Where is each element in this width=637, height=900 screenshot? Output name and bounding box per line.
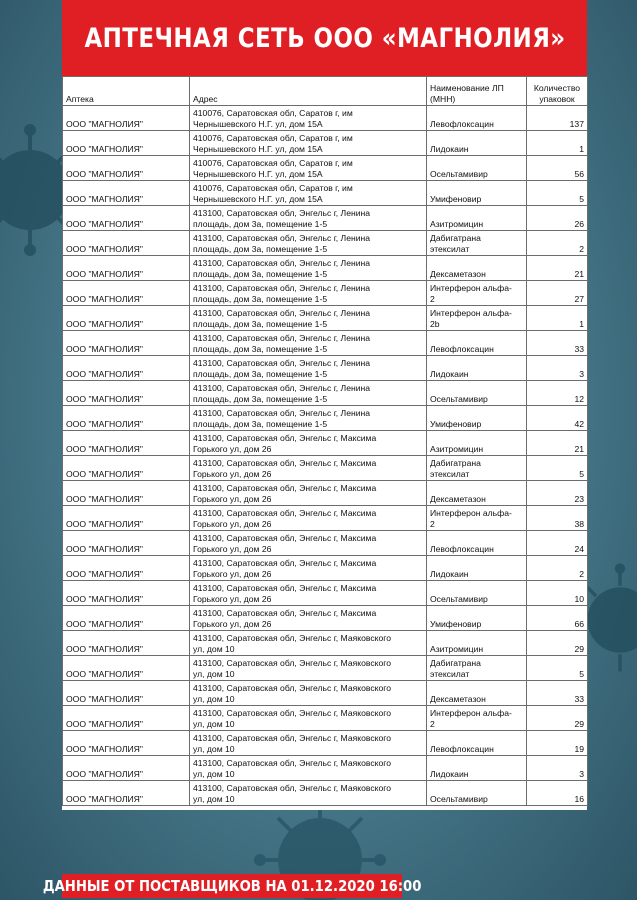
cell-drug bbox=[427, 231, 527, 256]
cell-quantity: 10 bbox=[527, 581, 588, 606]
cell-pharmacy: ООО "МАГНОЛИЯ" bbox=[63, 606, 190, 631]
cell-pharmacy: ООО "МАГНОЛИЯ" bbox=[63, 206, 190, 231]
header-quantity bbox=[527, 77, 588, 106]
cell-pharmacy: ООО "МАГНОЛИЯ" bbox=[63, 156, 190, 181]
table-row bbox=[63, 581, 588, 606]
table-row bbox=[63, 606, 588, 631]
cell-address bbox=[190, 456, 427, 481]
cell-quantity: 19 bbox=[527, 731, 588, 756]
drug-line2: 2b bbox=[430, 319, 440, 329]
cell-quantity: 3 bbox=[527, 756, 588, 781]
page-title: АПТЕЧНАЯ СЕТЬ ООО «МАГНОЛИЯ» bbox=[83, 22, 566, 54]
drug-line2: 2 bbox=[430, 294, 435, 304]
address-line2: Горького ул, дом 26 bbox=[193, 619, 272, 629]
cell-drug bbox=[427, 456, 527, 481]
cell-quantity: 24 bbox=[527, 531, 588, 556]
table-row bbox=[63, 456, 588, 481]
address-line1: 413100, Саратовская обл, Энгельс г, Маяковского bbox=[193, 658, 392, 668]
cell-pharmacy: ООО "МАГНОЛИЯ" bbox=[63, 181, 190, 206]
cell-pharmacy: ООО "МАГНОЛИЯ" bbox=[63, 706, 190, 731]
cell-address bbox=[190, 406, 427, 431]
cell-quantity: 38 bbox=[527, 506, 588, 531]
drug-line2: Левофлоксацин bbox=[430, 744, 494, 754]
cell-drug bbox=[427, 381, 527, 406]
cell-quantity: 56 bbox=[527, 156, 588, 181]
drug-line2: Дексаметазон bbox=[430, 269, 486, 279]
address-line1: 413100, Саратовская обл, Энгельс г, Максима bbox=[193, 533, 377, 543]
address-line1: 413100, Саратовская обл, Энгельс г, Максима bbox=[193, 483, 377, 493]
drug-line2: этексилат bbox=[430, 469, 470, 479]
header-pharmacy: Аптека bbox=[63, 77, 190, 106]
cell-quantity: 3 bbox=[527, 356, 588, 381]
table-row bbox=[63, 306, 588, 331]
cell-drug bbox=[427, 781, 527, 806]
address-line2: Горького ул, дом 26 bbox=[193, 494, 272, 504]
header-drug bbox=[427, 77, 527, 106]
address-line2: площадь, дом 3а, помещение 1-5 bbox=[193, 344, 328, 354]
table-row bbox=[63, 556, 588, 581]
drug-line2: Левофлоксацин bbox=[430, 344, 494, 354]
cell-quantity: 12 bbox=[527, 381, 588, 406]
address-line1: 413100, Саратовская обл, Энгельс г, Ленина bbox=[193, 258, 371, 268]
table-row bbox=[63, 356, 588, 381]
table-row bbox=[63, 381, 588, 406]
table-row bbox=[63, 131, 588, 156]
table-row bbox=[63, 181, 588, 206]
table-header-row bbox=[63, 77, 588, 106]
cell-quantity: 1 bbox=[527, 306, 588, 331]
cell-address bbox=[190, 206, 427, 231]
address-line2: площадь, дом 3а, помещение 1-5 bbox=[193, 294, 328, 304]
cell-drug bbox=[427, 531, 527, 556]
drug-line1: Дабигатрана bbox=[430, 658, 481, 668]
address-line1: 413100, Саратовская обл, Энгельс г, Ленина bbox=[193, 208, 371, 218]
cell-pharmacy: ООО "МАГНОЛИЯ" bbox=[63, 306, 190, 331]
table-row bbox=[63, 331, 588, 356]
cell-address bbox=[190, 256, 427, 281]
drug-line1: Интерферон альфа- bbox=[430, 708, 512, 718]
drug-line2: этексилат bbox=[430, 669, 470, 679]
address-line2: ул, дом 10 bbox=[193, 694, 235, 704]
cell-drug bbox=[427, 606, 527, 631]
cell-address bbox=[190, 631, 427, 656]
cell-address bbox=[190, 531, 427, 556]
address-line2: ул, дом 10 bbox=[193, 794, 235, 804]
cell-address bbox=[190, 131, 427, 156]
address-line1: 413100, Саратовская обл, Энгельс г, Максима bbox=[193, 558, 377, 568]
cell-address bbox=[190, 481, 427, 506]
address-line1: 410076, Саратовская обл, Саратов г, им bbox=[193, 183, 353, 193]
cell-address bbox=[190, 231, 427, 256]
cell-quantity: 26 bbox=[527, 206, 588, 231]
cell-pharmacy: ООО "МАГНОЛИЯ" bbox=[63, 531, 190, 556]
cell-address bbox=[190, 356, 427, 381]
table-row bbox=[63, 781, 588, 806]
cell-pharmacy: ООО "МАГНОЛИЯ" bbox=[63, 131, 190, 156]
cell-pharmacy: ООО "МАГНОЛИЯ" bbox=[63, 756, 190, 781]
cell-drug bbox=[427, 481, 527, 506]
cell-drug bbox=[427, 506, 527, 531]
table-row bbox=[63, 506, 588, 531]
address-line1: 413100, Саратовская обл, Энгельс г, Ленина bbox=[193, 333, 371, 343]
drug-line2: Дексаметазон bbox=[430, 694, 486, 704]
cell-drug bbox=[427, 206, 527, 231]
cell-pharmacy: ООО "МАГНОЛИЯ" bbox=[63, 481, 190, 506]
table-row bbox=[63, 431, 588, 456]
drug-line1: Интерферон альфа- bbox=[430, 283, 512, 293]
table-row bbox=[63, 156, 588, 181]
address-line1: 413100, Саратовская обл, Энгельс г, Максима bbox=[193, 508, 377, 518]
cell-drug bbox=[427, 756, 527, 781]
address-line2: Горького ул, дом 26 bbox=[193, 544, 272, 554]
cell-pharmacy: ООО "МАГНОЛИЯ" bbox=[63, 556, 190, 581]
cell-quantity: 5 bbox=[527, 656, 588, 681]
cell-quantity: 137 bbox=[527, 106, 588, 131]
cell-quantity: 29 bbox=[527, 706, 588, 731]
cell-quantity: 5 bbox=[527, 181, 588, 206]
cell-quantity: 33 bbox=[527, 681, 588, 706]
drug-line2: Азитромицин bbox=[430, 644, 484, 654]
cell-quantity: 16 bbox=[527, 781, 588, 806]
cell-drug bbox=[427, 556, 527, 581]
table-body bbox=[63, 106, 588, 806]
cell-drug bbox=[427, 181, 527, 206]
cell-pharmacy: ООО "МАГНОЛИЯ" bbox=[63, 731, 190, 756]
drug-line2: Осельтамивир bbox=[430, 169, 488, 179]
address-line2: ул, дом 10 bbox=[193, 744, 235, 754]
header-drug-line2: (МНН) bbox=[430, 94, 456, 104]
address-line2: площадь, дом 3а, помещение 1-5 bbox=[193, 244, 328, 254]
cell-drug bbox=[427, 681, 527, 706]
address-line2: площадь, дом 3а, помещение 1-5 bbox=[193, 319, 328, 329]
data-timestamp: ДАННЫЕ ОТ ПОСТАВЩИКОВ НА 01.12.2020 16:00 bbox=[42, 877, 422, 895]
address-line2: ул, дом 10 bbox=[193, 644, 235, 654]
drug-line2: 2 bbox=[430, 719, 435, 729]
cell-address bbox=[190, 606, 427, 631]
table-row bbox=[63, 231, 588, 256]
cell-drug bbox=[427, 731, 527, 756]
stock-table bbox=[62, 76, 588, 806]
cell-pharmacy: ООО "МАГНОЛИЯ" bbox=[63, 456, 190, 481]
cell-pharmacy: ООО "МАГНОЛИЯ" bbox=[63, 356, 190, 381]
cell-pharmacy: ООО "МАГНОЛИЯ" bbox=[63, 381, 190, 406]
address-line1: 413100, Саратовская обл, Энгельс г, Ленина bbox=[193, 283, 371, 293]
address-line2: Горького ул, дом 26 bbox=[193, 519, 272, 529]
drug-line2: Осельтамивир bbox=[430, 794, 488, 804]
table-row bbox=[63, 731, 588, 756]
address-line1: 413100, Саратовская обл, Энгельс г, Маяковского bbox=[193, 733, 392, 743]
cell-pharmacy: ООО "МАГНОЛИЯ" bbox=[63, 431, 190, 456]
cell-quantity: 23 bbox=[527, 481, 588, 506]
address-line2: площадь, дом 3а, помещение 1-5 bbox=[193, 219, 328, 229]
address-line1: 413100, Саратовская обл, Энгельс г, Ленина bbox=[193, 358, 371, 368]
cell-pharmacy: ООО "МАГНОЛИЯ" bbox=[63, 631, 190, 656]
address-line2: ул, дом 10 bbox=[193, 669, 235, 679]
table-row bbox=[63, 706, 588, 731]
cell-drug bbox=[427, 106, 527, 131]
cell-pharmacy: ООО "МАГНОЛИЯ" bbox=[63, 106, 190, 131]
address-line1: 413100, Саратовская обл, Энгельс г, Маяковского bbox=[193, 683, 392, 693]
cell-drug bbox=[427, 406, 527, 431]
drug-line2: Умифеновир bbox=[430, 619, 482, 629]
cell-address bbox=[190, 781, 427, 806]
address-line1: 410076, Саратовская обл, Саратов г, им bbox=[193, 108, 353, 118]
cell-quantity: 27 bbox=[527, 281, 588, 306]
table-row bbox=[63, 206, 588, 231]
cell-quantity: 2 bbox=[527, 556, 588, 581]
address-line1: 413100, Саратовская обл, Энгельс г, Маяковского bbox=[193, 708, 392, 718]
cell-pharmacy: ООО "МАГНОЛИЯ" bbox=[63, 231, 190, 256]
drug-line2: Умифеновир bbox=[430, 194, 482, 204]
table-row bbox=[63, 681, 588, 706]
cell-quantity: 5 bbox=[527, 456, 588, 481]
address-line2: Горького ул, дом 26 bbox=[193, 469, 272, 479]
cell-drug bbox=[427, 156, 527, 181]
drug-line2: Левофлоксацин bbox=[430, 119, 494, 129]
table-row bbox=[63, 631, 588, 656]
address-line2: площадь, дом 3а, помещение 1-5 bbox=[193, 419, 328, 429]
cell-drug bbox=[427, 431, 527, 456]
cell-address bbox=[190, 706, 427, 731]
cell-address bbox=[190, 556, 427, 581]
drug-line1: Интерферон альфа- bbox=[430, 508, 512, 518]
table-row bbox=[63, 106, 588, 131]
address-line2: ул, дом 10 bbox=[193, 719, 235, 729]
address-line1: 413100, Саратовская обл, Энгельс г, Ленина bbox=[193, 383, 371, 393]
address-line2: площадь, дом 3а, помещение 1-5 bbox=[193, 269, 328, 279]
drug-line1: Дабигатрана bbox=[430, 458, 481, 468]
address-line2: ул, дом 10 bbox=[193, 769, 235, 779]
cell-quantity: 66 bbox=[527, 606, 588, 631]
cell-drug bbox=[427, 706, 527, 731]
cell-quantity: 29 bbox=[527, 631, 588, 656]
cell-address bbox=[190, 506, 427, 531]
address-line1: 410076, Саратовская обл, Саратов г, им bbox=[193, 133, 353, 143]
header-drug-line1: Наименование ЛП bbox=[430, 83, 504, 93]
cell-quantity: 21 bbox=[527, 431, 588, 456]
address-line1: 413100, Саратовская обл, Энгельс г, Максима bbox=[193, 433, 377, 443]
cell-pharmacy: ООО "МАГНОЛИЯ" bbox=[63, 331, 190, 356]
cell-address bbox=[190, 656, 427, 681]
cell-address bbox=[190, 306, 427, 331]
address-line1: 413100, Саратовская обл, Энгельс г, Маяковского bbox=[193, 758, 392, 768]
header-qty-line1: Количество bbox=[533, 83, 581, 93]
address-line1: 413100, Саратовская обл, Энгельс г, Ленина bbox=[193, 308, 371, 318]
drug-line2: Осельтамивир bbox=[430, 594, 488, 604]
address-line1: 413100, Саратовская обл, Энгельс г, Максима bbox=[193, 458, 377, 468]
cell-address bbox=[190, 331, 427, 356]
cell-pharmacy: ООО "МАГНОЛИЯ" bbox=[63, 581, 190, 606]
drug-line1: Интерферон альфа- bbox=[430, 308, 512, 318]
drug-line2: Лидокаин bbox=[430, 144, 469, 154]
cell-address bbox=[190, 156, 427, 181]
cell-drug bbox=[427, 306, 527, 331]
cell-address bbox=[190, 756, 427, 781]
drug-line2: 2 bbox=[430, 519, 435, 529]
address-line1: 410076, Саратовская обл, Саратов г, им bbox=[193, 158, 353, 168]
drug-line2: Дексаметазон bbox=[430, 494, 486, 504]
cell-address bbox=[190, 431, 427, 456]
table-row bbox=[63, 656, 588, 681]
address-line2: Горького ул, дом 26 bbox=[193, 569, 272, 579]
cell-drug bbox=[427, 131, 527, 156]
cell-drug bbox=[427, 581, 527, 606]
address-line2: Чернышевского Н.Г. ул, дом 15А bbox=[193, 144, 323, 154]
drug-line2: Азитромицин bbox=[430, 219, 484, 229]
table-row bbox=[63, 481, 588, 506]
cell-pharmacy: ООО "МАГНОЛИЯ" bbox=[63, 681, 190, 706]
table-row bbox=[63, 256, 588, 281]
cell-quantity: 1 bbox=[527, 131, 588, 156]
cell-drug bbox=[427, 356, 527, 381]
table-row bbox=[63, 756, 588, 781]
address-line2: площадь, дом 3а, помещение 1-5 bbox=[193, 369, 328, 379]
address-line1: 413100, Саратовская обл, Энгельс г, Ленина bbox=[193, 408, 371, 418]
cell-pharmacy: ООО "МАГНОЛИЯ" bbox=[63, 406, 190, 431]
drug-line2: Умифеновир bbox=[430, 419, 482, 429]
cell-pharmacy: ООО "МАГНОЛИЯ" bbox=[63, 656, 190, 681]
cell-pharmacy: ООО "МАГНОЛИЯ" bbox=[63, 781, 190, 806]
address-line2: Горького ул, дом 26 bbox=[193, 594, 272, 604]
drug-line1: Дабигатрана bbox=[430, 233, 481, 243]
drug-line2: Осельтамивир bbox=[430, 394, 488, 404]
cell-quantity: 42 bbox=[527, 406, 588, 431]
address-line1: 413100, Саратовская обл, Энгельс г, Маяковского bbox=[193, 783, 392, 793]
drug-line2: Лидокаин bbox=[430, 769, 469, 779]
cell-address bbox=[190, 281, 427, 306]
address-line2: Чернышевского Н.Г. ул, дом 15А bbox=[193, 194, 323, 204]
cell-pharmacy: ООО "МАГНОЛИЯ" bbox=[63, 281, 190, 306]
address-line2: Горького ул, дом 26 bbox=[193, 444, 272, 454]
cell-drug bbox=[427, 331, 527, 356]
drug-line2: Левофлоксацин bbox=[430, 544, 494, 554]
cell-quantity: 33 bbox=[527, 331, 588, 356]
header-address: Адрес bbox=[190, 77, 427, 106]
address-line1: 413100, Саратовская обл, Энгельс г, Маяковского bbox=[193, 633, 392, 643]
drug-line2: Лидокаин bbox=[430, 369, 469, 379]
cell-drug bbox=[427, 281, 527, 306]
table-row bbox=[63, 281, 588, 306]
address-line2: площадь, дом 3а, помещение 1-5 bbox=[193, 394, 328, 404]
address-line1: 413100, Саратовская обл, Энгельс г, Ленина bbox=[193, 233, 371, 243]
drug-line2: Азитромицин bbox=[430, 444, 484, 454]
address-line1: 413100, Саратовская обл, Энгельс г, Максима bbox=[193, 583, 377, 593]
cell-quantity: 21 bbox=[527, 256, 588, 281]
cell-address bbox=[190, 381, 427, 406]
cell-address bbox=[190, 581, 427, 606]
address-line1: 413100, Саратовская обл, Энгельс г, Максима bbox=[193, 608, 377, 618]
footer-banner bbox=[42, 874, 422, 898]
cell-address bbox=[190, 731, 427, 756]
cell-address bbox=[190, 106, 427, 131]
cell-quantity: 2 bbox=[527, 231, 588, 256]
cell-address bbox=[190, 181, 427, 206]
address-line2: Чернышевского Н.Г. ул, дом 15А bbox=[193, 119, 323, 129]
drug-line2: Лидокаин bbox=[430, 569, 469, 579]
table-row bbox=[63, 531, 588, 556]
cell-pharmacy: ООО "МАГНОЛИЯ" bbox=[63, 256, 190, 281]
cell-drug bbox=[427, 631, 527, 656]
address-line2: Чернышевского Н.Г. ул, дом 15А bbox=[193, 169, 323, 179]
stock-table-sheet bbox=[62, 76, 587, 810]
title-banner bbox=[62, 0, 587, 76]
header-qty-line2: упаковок bbox=[539, 94, 575, 104]
table-row bbox=[63, 406, 588, 431]
cell-pharmacy: ООО "МАГНОЛИЯ" bbox=[63, 506, 190, 531]
drug-line2: этексилат bbox=[430, 244, 470, 254]
cell-address bbox=[190, 681, 427, 706]
cell-drug bbox=[427, 256, 527, 281]
cell-drug bbox=[427, 656, 527, 681]
